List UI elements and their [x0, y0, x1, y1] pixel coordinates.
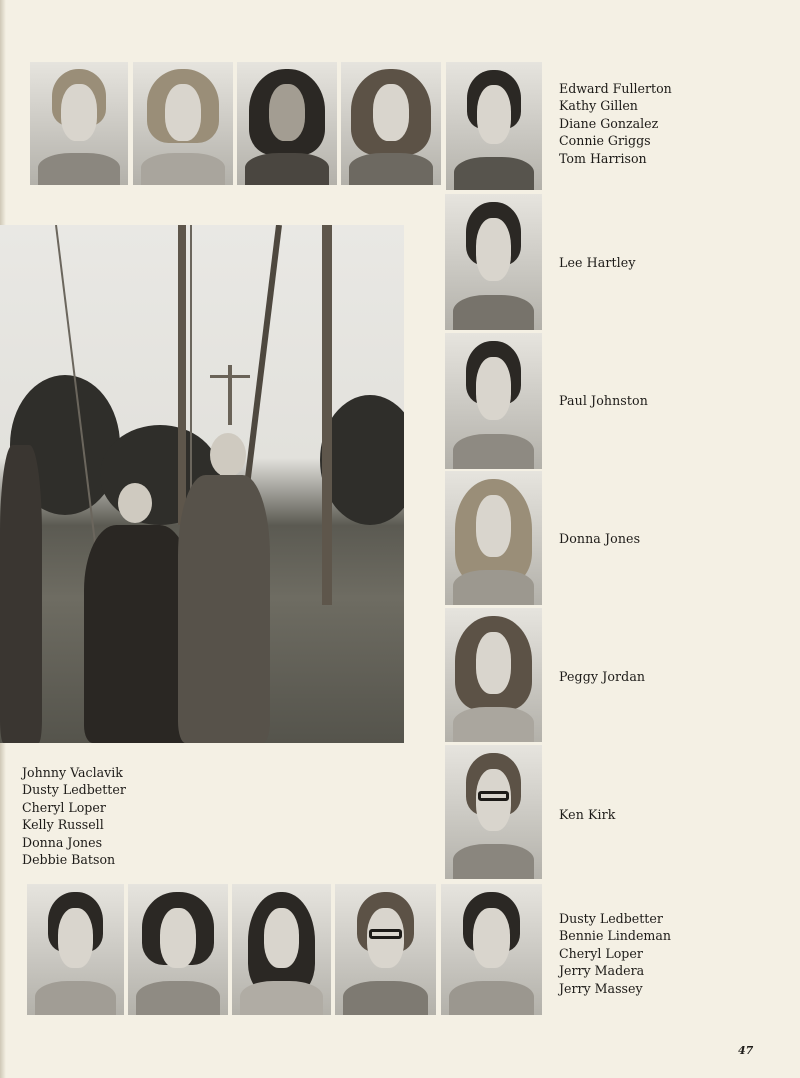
name-label: Kathy Gillen	[559, 98, 638, 114]
portrait-jerry-massey	[441, 884, 542, 1015]
name-donna-jones: Donna Jones	[559, 531, 641, 546]
name-label: Jerry Massey	[559, 980, 643, 996]
portrait-ken-kirk	[445, 745, 542, 879]
caption-name: Cheryl Loper	[22, 799, 106, 815]
group-photo-caption	[22, 764, 126, 868]
page-number: 47	[738, 1044, 754, 1057]
caption-name: Johnny Vaclavik	[22, 765, 123, 780]
name-peggy-jordan: Peggy Jordan	[559, 669, 646, 684]
name-ken-kirk: Ken Kirk	[559, 807, 616, 822]
portrait-diane-gonzalez	[237, 62, 337, 185]
top-row-names	[559, 80, 672, 167]
name-lee-hartley: Lee Hartley	[559, 255, 636, 270]
caption-name: Donna Jones	[22, 834, 103, 850]
portrait-lee-hartley	[445, 194, 542, 330]
name-label: Dusty Ledbetter	[559, 911, 663, 926]
name-label: Cheryl Loper	[559, 945, 643, 961]
portrait-donna-jones	[445, 471, 542, 605]
caption-name: Dusty Ledbetter	[22, 782, 126, 798]
bottom-row-names	[559, 910, 671, 997]
group-swing-photo	[0, 225, 404, 743]
name-label: Tom Harrison	[559, 150, 647, 166]
name-label: Edward Fullerton	[559, 81, 672, 96]
portrait-jerry-madera	[335, 884, 436, 1015]
caption-name: Kelly Russell	[22, 817, 104, 833]
portrait-cheryl-loper	[232, 884, 331, 1015]
portrait-peggy-jordan	[445, 608, 542, 742]
name-label: Connie Griggs	[559, 133, 651, 149]
name-label: Jerry Madera	[559, 963, 645, 979]
portrait-connie-griggs	[341, 62, 441, 185]
portrait-paul-johnston	[445, 333, 542, 469]
name-paul-johnston: Paul Johnston	[559, 393, 648, 408]
portrait-kathy-gillen	[133, 62, 233, 185]
portrait-dusty-ledbetter	[27, 884, 124, 1015]
portrait-bennie-lindeman	[128, 884, 228, 1015]
name-label: Diane Gonzalez	[559, 115, 659, 131]
caption-name: Debbie Batson	[22, 852, 116, 868]
portrait-tom-harrison	[446, 62, 542, 190]
portrait-edward-fullerton	[30, 62, 128, 185]
name-label: Bennie Lindeman	[559, 928, 671, 944]
